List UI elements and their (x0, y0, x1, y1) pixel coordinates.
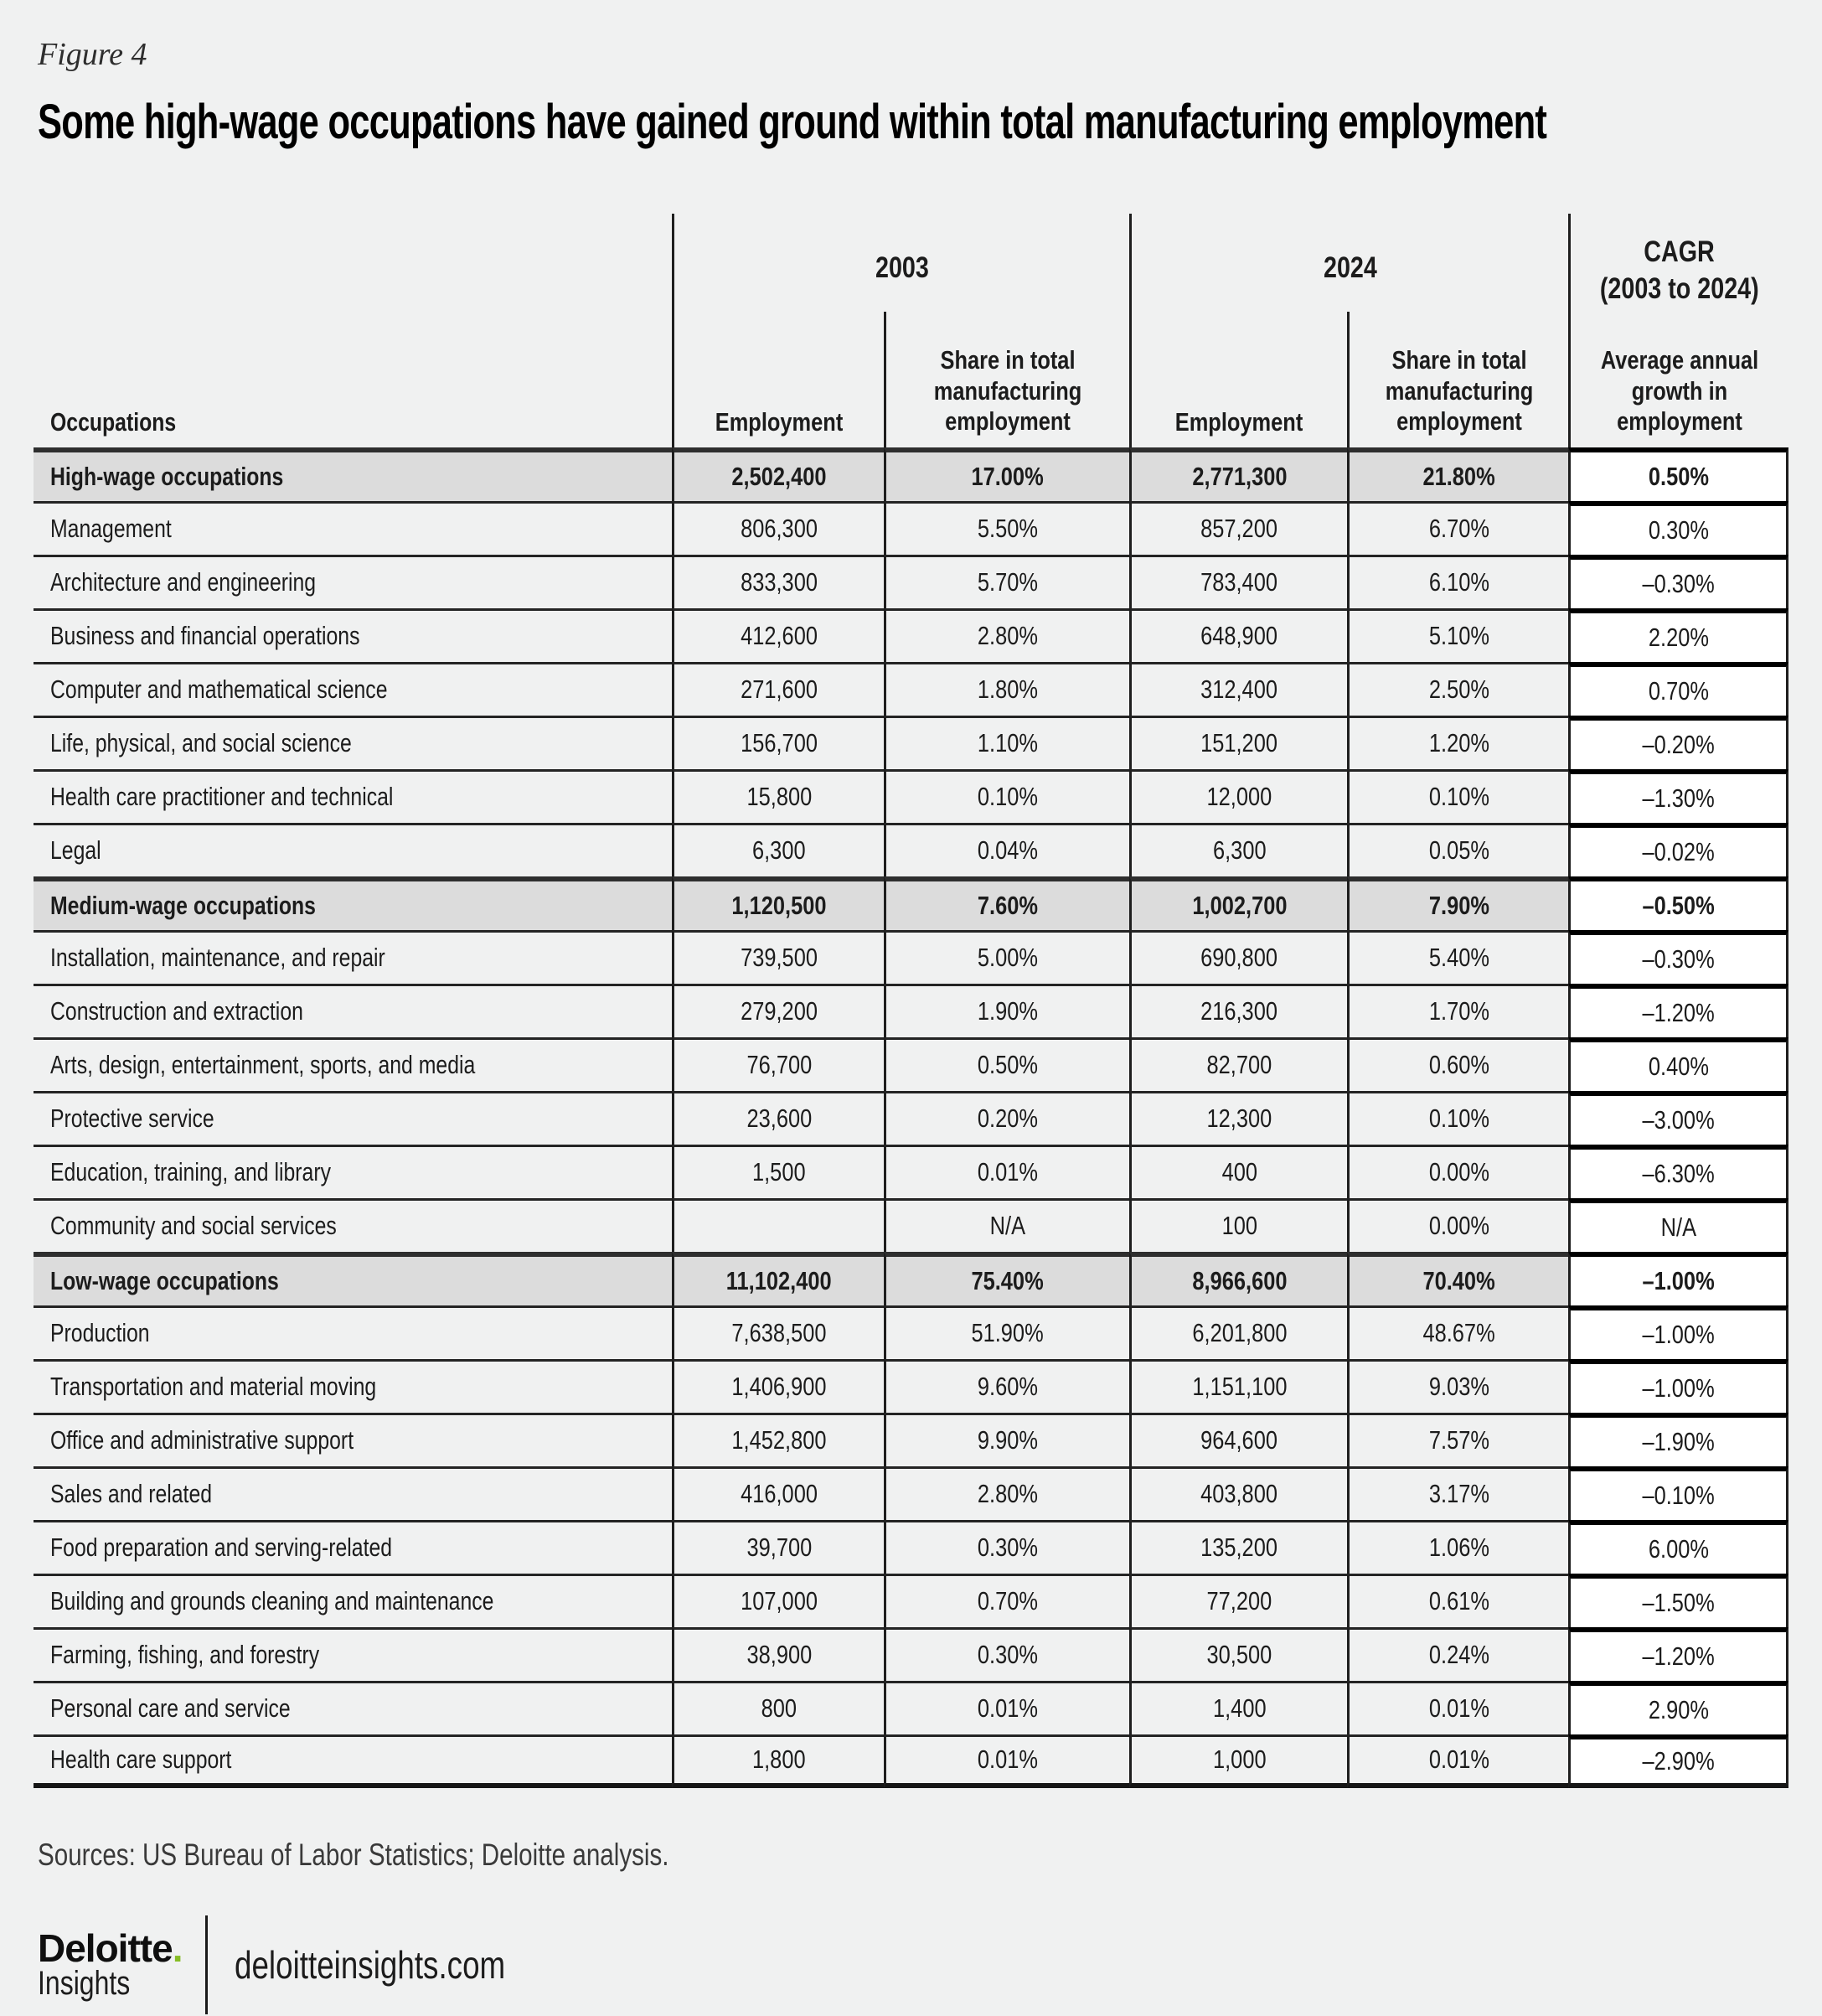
table-row (34, 1359, 1788, 1413)
column-header-cagr-sub: Average annual growth in employment (1600, 345, 1759, 437)
cell-employment-2024: 12,300 (1129, 1091, 1347, 1145)
cell-share-2003: 9.90% (884, 1413, 1129, 1466)
table-row (34, 1681, 1788, 1734)
table-row (34, 1574, 1788, 1627)
cell-employment-2003: 38,900 (672, 1627, 884, 1681)
cell-employment-2003: 1,800 (672, 1734, 884, 1788)
cell-occupation: Building and grounds cleaning and maintenance (34, 1574, 672, 1627)
cell-employment-2003: 416,000 (672, 1466, 884, 1520)
cell-occupation: Construction and extraction (34, 984, 672, 1037)
cell-share-2024: 0.60% (1347, 1037, 1568, 1091)
cell-employment-2003: 279,200 (672, 984, 884, 1037)
cell-employment-2003: 739,500 (672, 930, 884, 984)
cell-employment-2003: 15,800 (672, 769, 884, 823)
cell-occupation: Health care practitioner and technical (34, 769, 672, 823)
cell-share-2003: 7.60% (884, 876, 1129, 930)
cell-share-2024: 7.57% (1347, 1413, 1568, 1466)
cell-employment-2003: 2,502,400 (672, 447, 884, 501)
cell-share-2003: 0.20% (884, 1091, 1129, 1145)
cagr-group-label: CAGR (2003 to 2024) (1600, 235, 1759, 305)
cell-employment-2003: 1,500 (672, 1145, 884, 1198)
cell-cagr: –0.10% (1568, 1466, 1788, 1520)
cell-share-2024: 0.61% (1347, 1574, 1568, 1627)
cell-employment-2003: 1,120,500 (672, 876, 884, 930)
cell-employment-2024: 100 (1129, 1198, 1347, 1252)
cell-share-2024: 6.10% (1347, 555, 1568, 608)
column-header-share-2024: Share in total manufacturing employment (1347, 312, 1568, 447)
cell-share-2003: 0.01% (884, 1734, 1129, 1788)
table-row (34, 1413, 1788, 1466)
sources-note: Sources: US Bureau of Labor Statistics; Deloitte analysis. (38, 1837, 669, 1872)
cell-employment-2024: 216,300 (1129, 984, 1347, 1037)
table-row (34, 769, 1788, 823)
cell-cagr: –0.20% (1568, 716, 1788, 769)
cell-occupation: Health care support (34, 1734, 672, 1788)
cell-share-2003: 0.01% (884, 1681, 1129, 1734)
cell-share-2003: 0.30% (884, 1627, 1129, 1681)
cell-employment-2024: 2,771,300 (1129, 447, 1347, 501)
cell-share-2003: 2.80% (884, 1466, 1129, 1520)
cell-share-2024: 1.20% (1347, 716, 1568, 769)
occupations-table (34, 214, 1788, 1788)
table-row (34, 1466, 1788, 1520)
cell-occupation: Office and administrative support (34, 1413, 672, 1466)
table-row (34, 1145, 1788, 1198)
cell-occupation: Life, physical, and social science (34, 716, 672, 769)
cell-share-2003: 5.00% (884, 930, 1129, 984)
column-header-share-2003: Share in total manufacturing employment (884, 312, 1129, 447)
cell-share-2003: 0.10% (884, 769, 1129, 823)
column-header-employment-2003: Employment (672, 312, 884, 447)
footer-logo-row (38, 1915, 1784, 2014)
cell-employment-2003: 412,600 (672, 608, 884, 662)
cell-share-2024: 7.90% (1347, 876, 1568, 930)
cell-employment-2003: 271,600 (672, 662, 884, 716)
cell-share-2003: 0.30% (884, 1520, 1129, 1574)
cell-cagr: –1.00% (1568, 1252, 1788, 1305)
cell-share-2003: 1.90% (884, 984, 1129, 1037)
cell-employment-2024: 783,400 (1129, 555, 1347, 608)
cell-occupation: Management (34, 501, 672, 555)
figure-label (38, 0, 1784, 70)
table-row (34, 1305, 1788, 1359)
table-row (34, 823, 1788, 876)
column-group-2024: 2024 (1129, 214, 1568, 312)
cell-occupation: Sales and related (34, 1466, 672, 1520)
cell-share-2003: 1.80% (884, 662, 1129, 716)
cell-employment-2024: 6,201,800 (1129, 1305, 1347, 1359)
cell-occupation: Low-wage occupations (34, 1252, 672, 1305)
column-group-2003: 2003 (672, 214, 1129, 312)
cell-share-2024: 0.00% (1347, 1198, 1568, 1252)
cell-occupation: Computer and mathematical science (34, 662, 672, 716)
cell-employment-2003: 7,638,500 (672, 1305, 884, 1359)
cell-share-2024: 5.10% (1347, 608, 1568, 662)
page-title-text: Some high-wage occupations have gained ground within total manufacturing employment (38, 95, 1547, 149)
cell-cagr: N/A (1568, 1198, 1788, 1252)
cell-share-2024: 5.40% (1347, 930, 1568, 984)
table-row (34, 447, 1788, 501)
cell-employment-2024: 400 (1129, 1145, 1347, 1198)
cell-cagr: –1.20% (1568, 984, 1788, 1037)
cell-cagr: –6.30% (1568, 1145, 1788, 1198)
cell-share-2003: 0.04% (884, 823, 1129, 876)
cell-cagr: –1.00% (1568, 1359, 1788, 1413)
cell-employment-2024: 1,151,100 (1129, 1359, 1347, 1413)
cell-occupation: Education, training, and library (34, 1145, 672, 1198)
cell-share-2024: 0.00% (1347, 1145, 1568, 1198)
table-body (34, 447, 1788, 1788)
cell-share-2024: 21.80% (1347, 447, 1568, 501)
table-row (34, 1520, 1788, 1574)
cell-employment-2024: 30,500 (1129, 1627, 1347, 1681)
cell-cagr: –0.50% (1568, 876, 1788, 930)
figure-label-text: Figure 4 (38, 37, 147, 72)
cell-occupation: Installation, maintenance, and repair (34, 930, 672, 984)
cell-cagr: 0.30% (1568, 501, 1788, 555)
cell-employment-2003: 11,102,400 (672, 1252, 884, 1305)
table-row (34, 1252, 1788, 1305)
cell-employment-2024: 403,800 (1129, 1466, 1347, 1520)
cell-occupation: High-wage occupations (34, 447, 672, 501)
table-row (34, 662, 1788, 716)
table-row (34, 501, 1788, 555)
cell-employment-2003 (672, 1198, 884, 1252)
table-row (34, 876, 1788, 930)
cell-occupation: Production (34, 1305, 672, 1359)
cell-employment-2024: 690,800 (1129, 930, 1347, 984)
cell-employment-2024: 151,200 (1129, 716, 1347, 769)
cell-cagr: 2.20% (1568, 608, 1788, 662)
cell-cagr: –1.90% (1568, 1413, 1788, 1466)
cell-employment-2003: 800 (672, 1681, 884, 1734)
cell-share-2003: 0.01% (884, 1145, 1129, 1198)
table-row (34, 1734, 1788, 1788)
cell-occupation: Arts, design, entertainment, sports, and media (34, 1037, 672, 1091)
cell-cagr: 6.00% (1568, 1520, 1788, 1574)
cell-employment-2024: 1,400 (1129, 1681, 1347, 1734)
cell-employment-2024: 1,002,700 (1129, 876, 1347, 930)
cell-employment-2024: 8,966,600 (1129, 1252, 1347, 1305)
cell-share-2003: 5.50% (884, 501, 1129, 555)
cell-share-2003: 9.60% (884, 1359, 1129, 1413)
logo-subbrand: Insights (38, 1965, 131, 2003)
cell-employment-2003: 1,406,900 (672, 1359, 884, 1413)
cell-cagr: –1.30% (1568, 769, 1788, 823)
cell-share-2024: 0.05% (1347, 823, 1568, 876)
cell-share-2024: 0.01% (1347, 1681, 1568, 1734)
cell-share-2003: 17.00% (884, 447, 1129, 501)
cell-share-2024: 0.10% (1347, 1091, 1568, 1145)
cell-share-2024: 0.01% (1347, 1734, 1568, 1788)
cell-share-2024: 0.10% (1347, 769, 1568, 823)
cell-cagr: –1.50% (1568, 1574, 1788, 1627)
table-row (34, 716, 1788, 769)
cell-employment-2003: 76,700 (672, 1037, 884, 1091)
cell-employment-2003: 806,300 (672, 501, 884, 555)
cell-employment-2003: 833,300 (672, 555, 884, 608)
cell-occupation: Legal (34, 823, 672, 876)
page-title (38, 96, 1784, 149)
cell-employment-2024: 6,300 (1129, 823, 1347, 876)
cell-share-2003: 1.10% (884, 716, 1129, 769)
cell-occupation: Farming, fishing, and forestry (34, 1627, 672, 1681)
cell-occupation: Personal care and service (34, 1681, 672, 1734)
cell-cagr: 2.90% (1568, 1681, 1788, 1734)
cell-share-2024: 48.67% (1347, 1305, 1568, 1359)
cell-cagr: –1.20% (1568, 1627, 1788, 1681)
cell-occupation: Transportation and material moving (34, 1359, 672, 1413)
cell-cagr: 0.50% (1568, 447, 1788, 501)
column-header-employment-2024: Employment (1129, 312, 1347, 447)
cell-occupation: Business and financial operations (34, 608, 672, 662)
cell-cagr: 0.70% (1568, 662, 1788, 716)
cell-employment-2024: 77,200 (1129, 1574, 1347, 1627)
cell-employment-2024: 312,400 (1129, 662, 1347, 716)
table-row (34, 608, 1788, 662)
cell-occupation: Protective service (34, 1091, 672, 1145)
cell-share-2003: 75.40% (884, 1252, 1129, 1305)
cell-share-2024: 1.70% (1347, 984, 1568, 1037)
cell-cagr: –0.30% (1568, 930, 1788, 984)
cell-share-2003: 5.70% (884, 555, 1129, 608)
cell-share-2003: 0.70% (884, 1574, 1129, 1627)
cell-employment-2003: 156,700 (672, 716, 884, 769)
deloitte-insights-logo (38, 1926, 183, 2003)
logo-wordmark: Deloitte. (38, 1926, 183, 1971)
cell-share-2024: 9.03% (1347, 1359, 1568, 1413)
cell-share-2024: 0.24% (1347, 1627, 1568, 1681)
cell-employment-2024: 857,200 (1129, 501, 1347, 555)
table-header (34, 214, 1788, 447)
cell-employment-2024: 648,900 (1129, 608, 1347, 662)
cell-cagr: –2.90% (1568, 1734, 1788, 1788)
column-group-cagr (1568, 214, 1788, 447)
cell-cagr: 0.40% (1568, 1037, 1788, 1091)
cell-employment-2024: 82,700 (1129, 1037, 1347, 1091)
table-row (34, 1198, 1788, 1252)
cell-share-2024: 70.40% (1347, 1252, 1568, 1305)
cell-occupation: Medium-wage occupations (34, 876, 672, 930)
cell-share-2024: 2.50% (1347, 662, 1568, 716)
cell-share-2003: 0.50% (884, 1037, 1129, 1091)
cell-share-2024: 6.70% (1347, 501, 1568, 555)
cell-cagr: –0.02% (1568, 823, 1788, 876)
cell-occupation: Food preparation and serving-related (34, 1520, 672, 1574)
cell-share-2024: 3.17% (1347, 1466, 1568, 1520)
cell-employment-2003: 6,300 (672, 823, 884, 876)
table-row (34, 930, 1788, 984)
cell-cagr: –0.30% (1568, 555, 1788, 608)
cell-employment-2024: 12,000 (1129, 769, 1347, 823)
cell-employment-2003: 39,700 (672, 1520, 884, 1574)
cell-employment-2003: 23,600 (672, 1091, 884, 1145)
cell-employment-2024: 135,200 (1129, 1520, 1347, 1574)
column-header-occupations: Occupations (50, 406, 177, 437)
cell-share-2003: 51.90% (884, 1305, 1129, 1359)
cell-share-2003: N/A (884, 1198, 1129, 1252)
cell-employment-2024: 964,600 (1129, 1413, 1347, 1466)
cell-share-2024: 1.06% (1347, 1520, 1568, 1574)
cell-employment-2024: 1,000 (1129, 1734, 1347, 1788)
logo-green-dot: . (172, 1926, 183, 1971)
table-row (34, 1037, 1788, 1091)
table-row (34, 1627, 1788, 1681)
cell-employment-2003: 1,452,800 (672, 1413, 884, 1466)
table-row (34, 555, 1788, 608)
website-link: deloitteinsights.com (235, 1943, 506, 1988)
cell-employment-2003: 107,000 (672, 1574, 884, 1627)
cell-cagr: –1.00% (1568, 1305, 1788, 1359)
cell-occupation: Architecture and engineering (34, 555, 672, 608)
cell-cagr: –3.00% (1568, 1091, 1788, 1145)
cell-share-2003: 2.80% (884, 608, 1129, 662)
cell-occupation: Community and social services (34, 1198, 672, 1252)
table-row (34, 984, 1788, 1037)
table-row (34, 1091, 1788, 1145)
logo-divider (205, 1915, 208, 2014)
